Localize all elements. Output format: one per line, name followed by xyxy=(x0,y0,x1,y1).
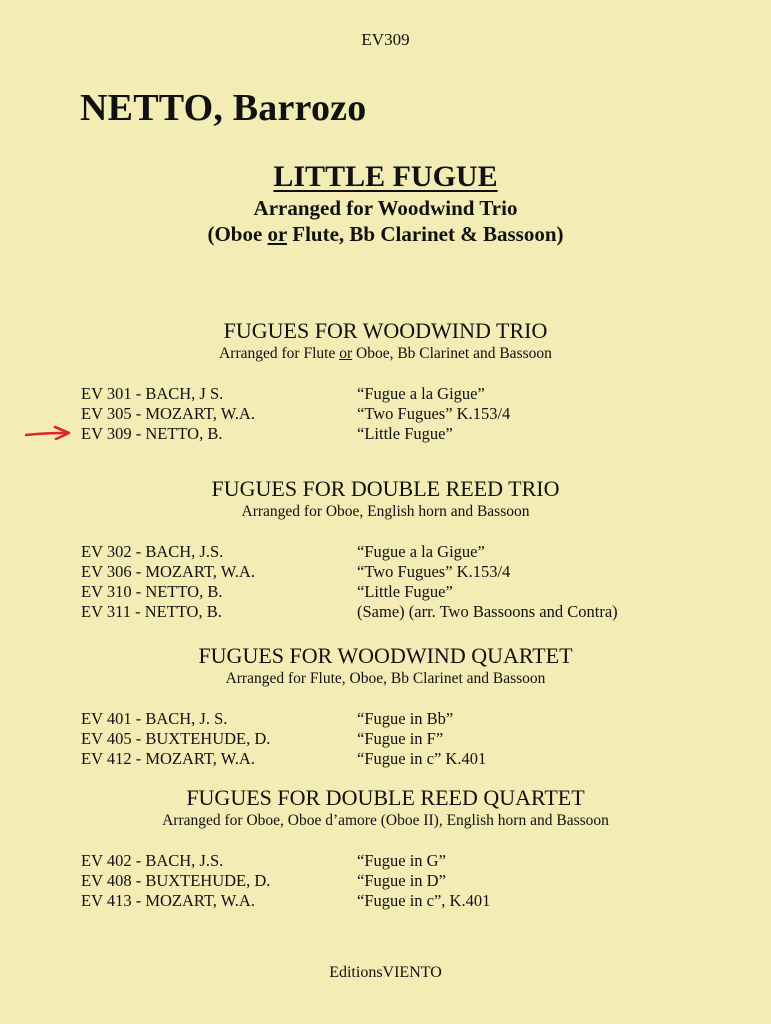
work-entry: “Fugue a la Gigue” xyxy=(357,542,485,561)
instrumentation-or: or xyxy=(267,222,287,246)
work-entry: “Fugue in c”, K.401 xyxy=(357,891,491,910)
catalog-entry: EV 413 - MOZART, W.A. xyxy=(81,891,255,910)
catalog-row xyxy=(0,891,771,911)
work-entry: “Fugue in F” xyxy=(357,729,444,748)
composer-name: NETTO, Barrozo xyxy=(80,87,367,129)
catalog-row xyxy=(0,851,771,871)
catalog-entry: EV 402 - BACH, J.S. xyxy=(81,851,224,870)
catalog-list xyxy=(0,384,771,444)
section-woodwind-quartet xyxy=(0,643,771,769)
work-title: LITTLE FUGUE xyxy=(273,160,498,193)
subheading-pre: Arranged for Flute xyxy=(219,345,340,362)
catalog-row xyxy=(0,562,771,582)
work-entry: “Fugue in G” xyxy=(357,851,446,870)
work-entry: “Fugue in c” K.401 xyxy=(357,749,487,768)
catalog-row xyxy=(0,602,771,622)
catalog-row xyxy=(0,542,771,562)
catalog-list xyxy=(0,542,771,622)
subheading-or: or xyxy=(339,345,353,362)
work-entry: “Little Fugue” xyxy=(357,424,453,443)
arrangement-subtitle: Arranged for Woodwind Trio xyxy=(253,196,518,220)
section-heading: FUGUES FOR WOODWIND TRIO xyxy=(223,318,548,343)
catalog-row-highlighted xyxy=(0,424,771,444)
catalog-list xyxy=(0,709,771,769)
work-entry: “Two Fugues” K.153/4 xyxy=(357,404,511,423)
work-entry: “Fugue in Bb” xyxy=(357,709,454,728)
catalog-entry: EV 311 - NETTO, B. xyxy=(81,602,222,621)
catalog-entry: EV 305 - MOZART, W.A. xyxy=(81,404,255,423)
catalog-row xyxy=(0,404,771,424)
work-entry: “Little Fugue” xyxy=(357,582,453,601)
section-subheading xyxy=(0,344,771,364)
publisher-name: EditionsVIENTO xyxy=(329,964,442,981)
catalog-code: EV309 xyxy=(361,30,410,49)
catalog-row xyxy=(0,709,771,729)
subheading-post: Oboe, Bb Clarinet and Bassoon xyxy=(352,345,552,362)
catalog-entry: EV 302 - BACH, J.S. xyxy=(81,542,224,561)
catalog-entry: EV 309 - NETTO, B. xyxy=(81,424,223,443)
instrumentation-pre: (Oboe xyxy=(207,222,268,246)
section-subheading: Arranged for Oboe, English horn and Bassoon xyxy=(241,503,530,520)
section-heading: FUGUES FOR WOODWIND QUARTET xyxy=(198,643,573,668)
section-heading: FUGUES FOR DOUBLE REED TRIO xyxy=(211,476,560,501)
catalog-entry: EV 412 - MOZART, W.A. xyxy=(81,749,255,768)
catalog-entry: EV 405 - BUXTEHUDE, D. xyxy=(81,729,271,748)
catalog-row xyxy=(0,871,771,891)
catalog-row xyxy=(0,582,771,602)
section-double-reed-trio xyxy=(0,476,771,622)
work-entry: “Fugue in D” xyxy=(357,871,446,890)
work-entry: “Two Fugues” K.153/4 xyxy=(357,562,511,581)
instrumentation-subtitle xyxy=(0,222,771,247)
catalog-row xyxy=(0,749,771,769)
instrumentation-post: Flute, Bb Clarinet & Bassoon) xyxy=(287,222,564,246)
catalog-row xyxy=(0,384,771,404)
catalog-entry: EV 301 - BACH, J S. xyxy=(81,384,224,403)
catalog-entry: EV 401 - BACH, J. S. xyxy=(81,709,228,728)
work-entry: “Fugue a la Gigue” xyxy=(357,384,485,403)
section-heading: FUGUES FOR DOUBLE REED QUARTET xyxy=(186,785,585,810)
section-double-reed-quartet xyxy=(0,785,771,911)
catalog-list xyxy=(0,851,771,911)
red-arrow-icon xyxy=(25,424,73,442)
catalog-entry: EV 408 - BUXTEHUDE, D. xyxy=(81,871,271,890)
section-subheading: Arranged for Oboe, Oboe d’amore (Oboe II), English horn and Bassoon xyxy=(162,812,609,829)
section-subheading: Arranged for Flute, Oboe, Bb Clarinet and Bassoon xyxy=(225,670,546,687)
catalog-row xyxy=(0,729,771,749)
catalog-entry: EV 310 - NETTO, B. xyxy=(81,582,223,601)
section-woodwind-trio xyxy=(0,318,771,444)
catalog-entry: EV 306 - MOZART, W.A. xyxy=(81,562,255,581)
work-entry: (Same) (arr. Two Bassoons and Contra) xyxy=(357,602,618,621)
